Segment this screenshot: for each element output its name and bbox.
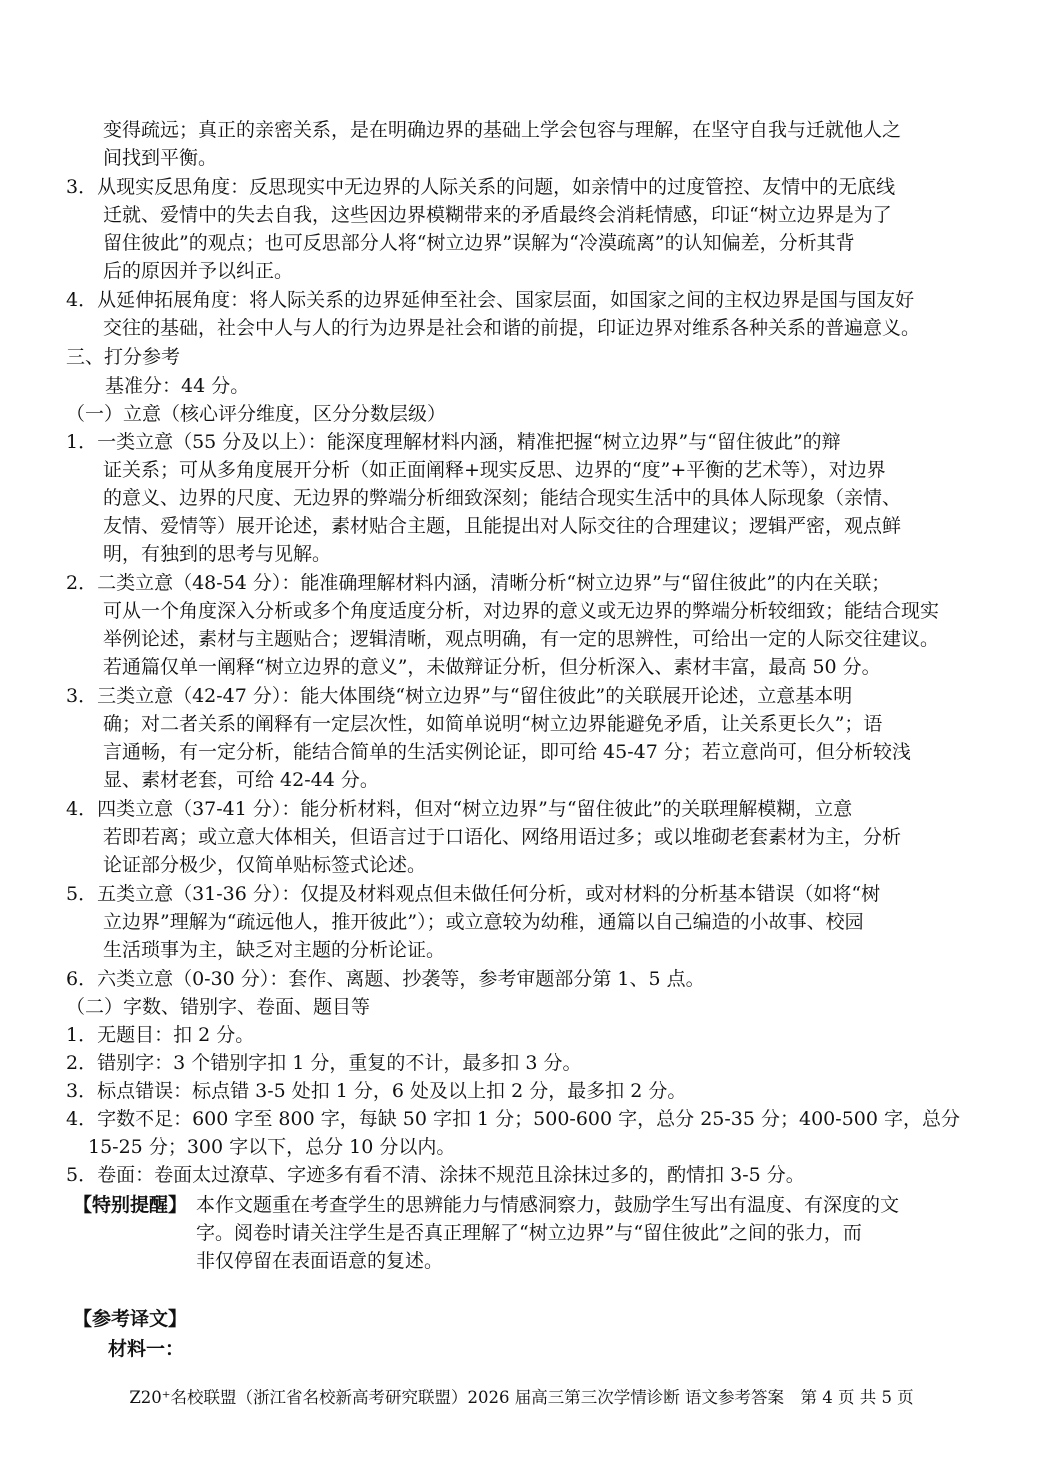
list-item-4: 4．从延伸拓展角度：将人际关系的边界延伸至社会、国家层面，如国家之间的主权边界是国与国友好 xyxy=(66,289,915,311)
material-label: 材料一： xyxy=(108,1338,185,1360)
category-1-line: 的意义、边界的尺度、无边界的弊端分析细致深刻；能结合现实生活中的具体人际现象（亲情、 xyxy=(103,487,902,509)
category-1-line: 友情、爱情等）展开论述，素材贴合主题，且能提出对人际交往的合理建议；逻辑严密，观点鲜 xyxy=(103,515,902,537)
category-5: 5．五类立意（31-36 分）：仅提及材料观点但未做任何分析，或对材料的分析基本错误（如将“树 xyxy=(66,883,881,905)
subsection-heading-2: （二）字数、错别字、卷面、题目等 xyxy=(66,996,371,1018)
reminder-text-line: 非仅停留在表面语意的复述。 xyxy=(196,1250,444,1272)
category-6: 6．六类立意（0-30 分）：套作、离题、抄袭等，参考审题部分第 1、5 点。 xyxy=(66,968,705,990)
category-5-line: 生活琐事为主，缺乏对主题的分析论证。 xyxy=(103,939,446,961)
list-item-3: 3．从现实反思角度：反思现实中无边界的人际关系的问题，如亲情中的过度管控、友情中的无底线 xyxy=(66,176,896,198)
deduction-item-line: 15-25 分；300 字以下，总分 10 分以内。 xyxy=(88,1136,456,1158)
category-3: 3．三类立意（42-47 分）：能大体围绕“树立边界”与“留住彼此”的关联展开论述，立意基本明 xyxy=(66,685,853,707)
category-4-line: 若即若离；或立意大体相关，但语言过于口语化、网络用语过多；或以堆砌老套素材为主，分析 xyxy=(103,826,902,848)
category-3-line: 确；对二者关系的阐释有一定层次性，如简单说明“树立边界能避免矛盾，让关系更长久”；语 xyxy=(103,713,883,735)
page-footer: Z20⁺名校联盟（浙江省名校新高考研究联盟）2026 届高三第三次学情诊断 语文参考答案 第 4 页 共 5 页 xyxy=(129,1388,914,1407)
paragraph-line: 间找到平衡。 xyxy=(103,147,218,169)
category-2-line: 可从一个角度深入分析或多个角度适度分析，对边界的意义或无边界的弊端分析较细致；能结合现实 xyxy=(103,600,940,622)
reminder-text-line: 字。阅卷时请关注学生是否真正理解了“树立边界”与“留住彼此”之间的张力，而 xyxy=(196,1222,862,1244)
translation-heading: 【参考译文】 xyxy=(73,1308,188,1330)
category-1-line: 证关系；可从多角度展开分析（如正面阐释+现实反思、边界的“度”+平衡的艺术等），对边界 xyxy=(103,459,886,481)
category-2: 2．二类立意（48-54 分）：能准确理解材料内涵，清晰分析“树立边界”与“留住彼此”的内在关联； xyxy=(66,572,891,594)
list-item-3-line: 迁就、爱情中的失去自我，这些因边界模糊带来的矛盾最终会消耗情感，印证“树立边界是为了 xyxy=(103,204,892,226)
category-2-line: 举例论述，素材与主题贴合；逻辑清晰，观点明确，有一定的思辨性，可给出一定的人际交往建议。 xyxy=(103,628,940,650)
category-5-line: 立边界”理解为“疏远他人，推开彼此”）；或立意较为幼稚，通篇以自己编造的小故事、校园 xyxy=(103,911,864,933)
subsection-heading: （一）立意（核心评分维度，区分分数层级） xyxy=(66,403,447,425)
deduction-item: 5．卷面：卷面太过潦草、字迹多有看不清、涂抹不规范且涂抹过多的，酌情扣 3-5 分。 xyxy=(66,1164,805,1186)
deduction-item: 3．标点错误：标点错 3-5 处扣 1 分，6 处及以上扣 2 分，最多扣 2 分。 xyxy=(66,1080,687,1102)
base-score: 基准分：44 分。 xyxy=(105,375,250,397)
reminder-label: 【特别提醒】 xyxy=(73,1194,188,1216)
deduction-item: 2．错别字：3 个错别字扣 1 分，重复的不计，最多扣 3 分。 xyxy=(66,1052,582,1074)
list-item-3-line: 后的原因并予以纠正。 xyxy=(103,260,294,282)
paragraph-line: 变得疏远；真正的亲密关系，是在明确边界的基础上学会包容与理解，在坚守自我与迁就他人之 xyxy=(103,119,902,141)
category-3-line: 显、素材老套，可给 42-44 分。 xyxy=(103,769,379,791)
category-4: 4．四类立意（37-41 分）：能分析材料，但对“树立边界”与“留住彼此”的关联理解模糊，立意 xyxy=(66,798,853,820)
deduction-item: 1．无题目：扣 2 分。 xyxy=(66,1024,255,1046)
reminder-text: 本作文题重在考查学生的思辨能力与情感洞察力，鼓励学生写出有温度、有深度的文 xyxy=(196,1194,900,1216)
list-item-4-line: 交往的基础，社会中人与人的行为边界是社会和谐的前提，印证边界对维系各种关系的普遍意义。 xyxy=(103,317,921,339)
category-4-line: 论证部分极少，仅简单贴标签式论述。 xyxy=(103,854,427,876)
category-1-line: 明，有独到的思考与见解。 xyxy=(103,543,332,565)
section-heading: 三、打分参考 xyxy=(66,346,181,368)
list-item-3-line: 留住彼此”的观点；也可反思部分人将“树立边界”误解为“冷漠疏离”的认知偏差，分析其背 xyxy=(103,232,855,254)
category-3-line: 言通畅，有一定分析，能结合简单的生活实例论证，即可给 45-47 分；若立意尚可，但分析较浅 xyxy=(103,741,911,763)
category-2-line: 若通篇仅单一阐释“树立边界的意义”，未做辩证分析，但分析深入、素材丰富，最高 50 分。 xyxy=(103,656,881,678)
deduction-item: 4．字数不足：600 字至 800 字，每缺 50 字扣 1 分；500-600 字，总分 25-35 分；400-500 字，总分 xyxy=(66,1108,960,1130)
category-1: 1．一类立意（55 分及以上）：能深度理解材料内涵，精准把握“树立边界”与“留住彼此”的辩 xyxy=(66,431,841,453)
